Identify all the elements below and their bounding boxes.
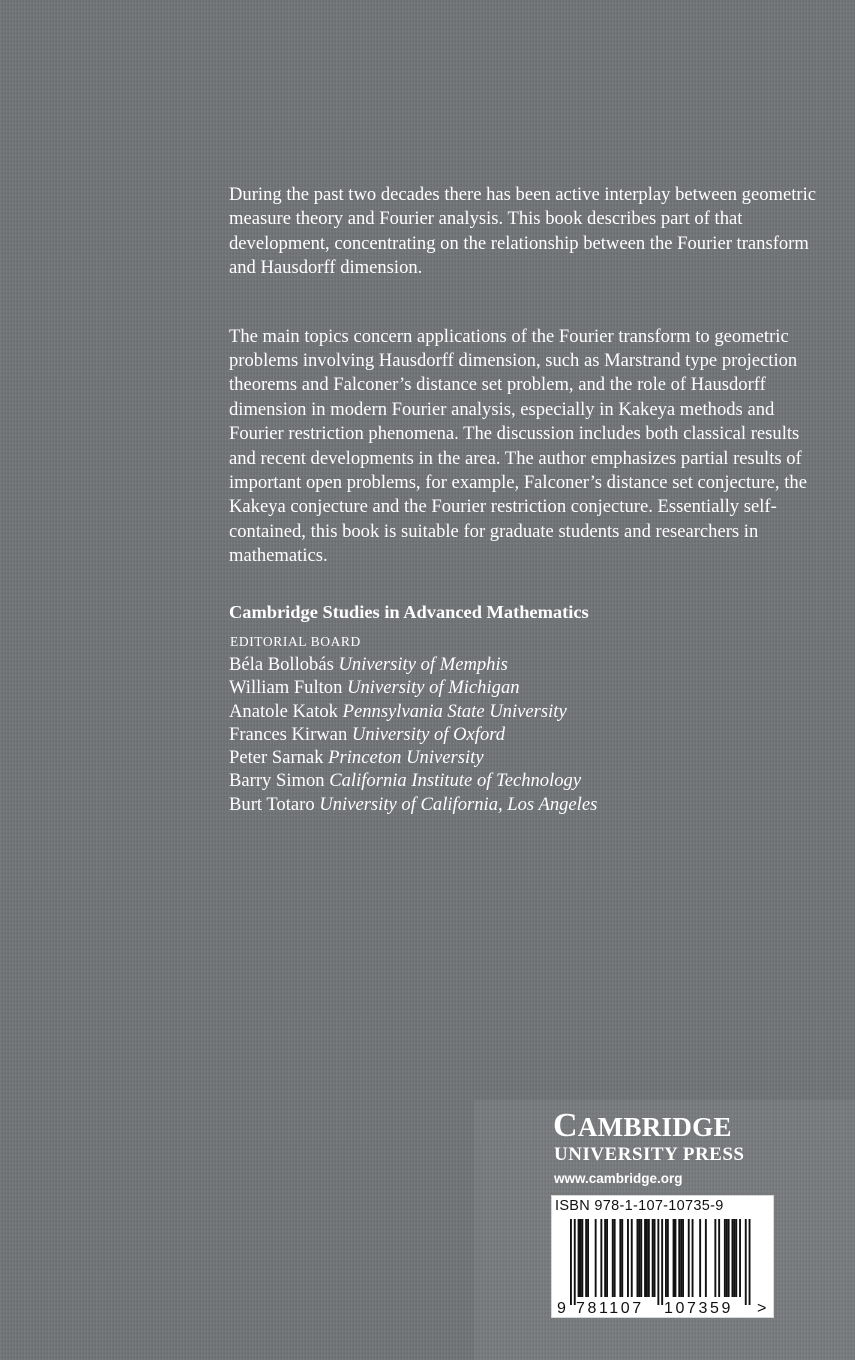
board-member-name: Béla Bollobás	[229, 654, 334, 675]
barcode-bar	[614, 1219, 616, 1297]
barcode-bar	[644, 1219, 646, 1297]
barcode-bar	[595, 1219, 597, 1297]
barcode-bar	[688, 1219, 690, 1297]
editorial-board-heading: EDITORIAL BOARD	[230, 634, 361, 649]
board-member-affiliation: University of Oxford	[351, 723, 506, 745]
board-member	[229, 723, 597, 746]
barcode-bar	[699, 1219, 701, 1297]
board-member-affiliation: University of Michigan	[347, 677, 520, 699]
barcode-bar	[619, 1219, 621, 1297]
barcode-box	[551, 1195, 774, 1318]
description-paragraph-1	[229, 183, 829, 281]
board-member-affiliation: University of California, Los Angeles	[319, 793, 598, 815]
barcode-bar	[646, 1219, 648, 1297]
barcode-bar	[718, 1219, 720, 1297]
publisher-url: www.cambridge.org	[554, 1171, 683, 1186]
board-member-name: Peter Sarnak	[229, 747, 324, 769]
barcode-digit-first: 9	[557, 1300, 566, 1317]
barcode-bar	[739, 1219, 741, 1297]
barcode-bar	[682, 1219, 684, 1297]
board-member-affiliation: University of Memphis	[338, 654, 508, 675]
publisher-subtitle: UNIVERSITY PRESS	[554, 1144, 745, 1165]
barcode-bar	[621, 1219, 623, 1297]
board-member-name: Burt Totaro	[229, 793, 315, 815]
barcode-bar	[714, 1219, 716, 1297]
isbn-barcode	[552, 1217, 773, 1317]
barcode-bar	[652, 1219, 654, 1297]
board-member-name: Frances Kirwan	[229, 723, 348, 745]
publisher-logo-initial: C	[553, 1107, 578, 1144]
description-paragraph-1-text: During the past two decades there has been active interplay between geometric measure theory and Fourier analysis. This book describes part of that development, concentrating on the relationship between the Fourier transform and Hausdorff dimension.	[229, 184, 817, 279]
barcode-bar	[627, 1219, 629, 1297]
board-member-name: Barry Simon	[229, 770, 325, 792]
barcode-digits-right: 107359	[664, 1300, 733, 1317]
barcode-bar	[637, 1219, 639, 1297]
barcode-bar	[578, 1219, 580, 1297]
board-member-affiliation: Pennsylvania State University	[342, 700, 567, 722]
barcode-bar	[667, 1219, 669, 1297]
barcode-bar	[604, 1219, 606, 1297]
publisher-logo	[553, 1107, 732, 1146]
description-paragraph-2	[229, 306, 829, 587]
barcode-bar	[732, 1219, 734, 1297]
barcode-bar	[631, 1219, 633, 1297]
barcode-bar	[638, 1219, 640, 1297]
barcode-bar	[657, 1219, 659, 1305]
barcode-bar	[585, 1219, 587, 1297]
barcode-bar	[570, 1219, 572, 1305]
barcode-bar	[705, 1219, 707, 1297]
editorial-board-list	[229, 653, 597, 816]
board-member	[229, 746, 597, 769]
board-member-name: William Fulton	[229, 677, 343, 699]
barcode-bar	[612, 1219, 614, 1297]
barcode-bar	[600, 1219, 602, 1297]
barcode-bar	[735, 1219, 737, 1297]
board-member	[229, 793, 597, 816]
barcode-bar	[665, 1219, 667, 1297]
board-member-affiliation: California Institute of Technology	[329, 770, 582, 792]
barcode-bar	[574, 1219, 576, 1305]
board-member	[229, 700, 597, 723]
barcode-bar	[673, 1219, 675, 1297]
barcode-bar	[581, 1219, 583, 1297]
board-member-affiliation: Princeton University	[328, 747, 484, 769]
barcode-bar	[749, 1219, 751, 1305]
barcode-bar	[661, 1219, 663, 1305]
barcode-bar	[648, 1219, 650, 1297]
publisher-logo-rest: AMBRIDGE	[577, 1112, 732, 1142]
barcode-digits-left: 781107	[576, 1300, 644, 1317]
barcode-arrow: >	[757, 1300, 767, 1317]
barcode-bar	[587, 1219, 589, 1297]
board-member	[229, 769, 597, 792]
barcode-bar	[728, 1219, 730, 1297]
barcode-bar	[745, 1219, 747, 1305]
barcode-bar	[680, 1219, 682, 1297]
barcode-bar	[678, 1219, 680, 1297]
description-paragraph-2-text: The main topics concern applications of the Fourier transform to geometric problems involving Hausdorff dimension, such as Marstrand type projection theorems and Falconer’s distance set problem, and the role of Hausdorff dimension in modern Fourier analysis, especially in Kakeya methods and Fourier restriction phenomena. The discussion includes both classical results and recent developments in the area. The author emphasizes partial results of important open problems, for example, Falconer’s distance set conjecture, the Kakeya conjecture and the Fourier restriction conjecture. Essentially self-contained, this book is suitable for graduate students and researchers in mathematics.	[229, 325, 807, 567]
isbn-label: ISBN 978-1-107-10735-9	[555, 1198, 724, 1214]
barcode-bar	[692, 1219, 694, 1297]
board-member	[229, 676, 597, 699]
board-member	[229, 653, 597, 676]
barcode-bar	[733, 1219, 735, 1297]
barcode-bar	[726, 1219, 728, 1297]
barcode-bar	[654, 1219, 656, 1297]
barcode-bar	[724, 1219, 726, 1297]
series-title: Cambridge Studies in Advanced Mathematics	[229, 602, 589, 622]
barcode-bar	[606, 1219, 608, 1297]
board-member-name: Anatole Katok	[229, 700, 338, 722]
barcode-bar	[580, 1219, 582, 1297]
barcode-bar	[675, 1219, 677, 1297]
barcode-bars	[570, 1219, 751, 1305]
barcode-bar	[640, 1219, 642, 1297]
